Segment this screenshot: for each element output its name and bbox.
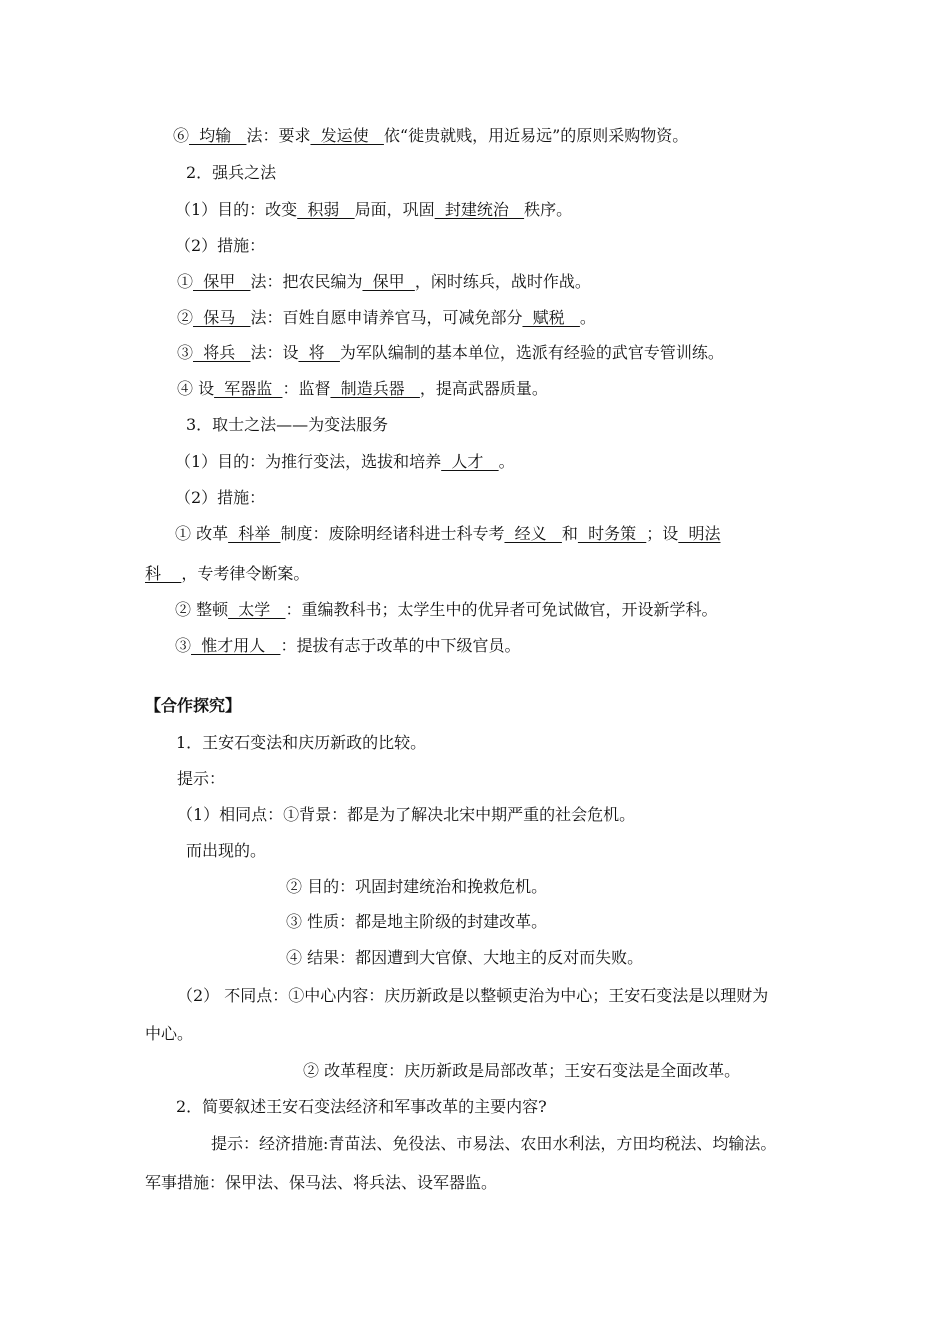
line-measures: （2）措施： [175,236,266,255]
line-text: 法：把农民编为 [250,272,363,291]
blank-answer: 军器监 [214,379,283,398]
blank-answer: 将 [298,343,340,362]
line-text: 局面，巩固 [354,200,435,219]
line-text: 秩序。 [524,200,573,219]
blank-answer: 科举 [228,524,281,543]
item-number: ① [177,272,194,291]
blank-answer: 惟才用人 [191,636,281,655]
difference-degree: ② 改革程度：庆历新政是局部改革；王安石变法是全面改革。 [303,1061,741,1080]
line-text: 为军队编制的基本单位，选派有经验的武官专管训练。 [339,343,724,362]
line-text: 。 [579,308,596,327]
line-jiangbing [177,343,724,363]
line-keju-cont [145,564,309,584]
line-text: 法：百姓自愿申请养官马，可减免部分 [250,308,523,327]
section-heading-qiangbing: 2．强兵之法 [186,163,277,182]
line-text: 法：要求 [246,126,311,145]
blank-answer: 保马 [193,308,251,327]
line-weicai [175,636,520,656]
similarity-nature: ③ 性质：都是地主阶级的封建改革。 [286,912,548,931]
similarity-background-cont: 而出现的。 [186,841,267,860]
question-1: 1．王安石变法和庆历新政的比较。 [176,733,427,752]
blank-answer: 人才 [441,452,499,471]
item-number: ⑥ [173,126,190,145]
line-junshu [173,126,688,146]
answer-economic: 提示：经济措施:青苗法、免役法、市易法、农田水利法，方田均税法、均输法。 [211,1134,777,1153]
line-purpose-2 [175,452,515,472]
line-text: ，提高武器质量。 [419,379,548,398]
line-purpose [175,200,572,220]
line-measures-2: （2）措施： [175,488,266,507]
item-number: ④ 设 [177,379,215,398]
blank-answer: 时务策 [577,524,647,543]
line-text: （1）目的：为推行变法，选拔和培养 [175,452,442,471]
line-text: ，专考律令断案。 [181,564,310,583]
line-text: ，闲时练兵，战时作战。 [414,272,591,291]
item-number: ③ [177,343,194,362]
line-text: 和 [561,524,578,543]
line-text: ；设 [646,524,679,543]
blank-answer: 均输 [189,126,247,145]
blank-answer: 将兵 [193,343,251,362]
item-number: ① 改革 [175,524,229,543]
blank-answer: 保甲 [362,272,415,291]
line-text: ：提拔有志于改革的中下级官员。 [280,636,521,655]
blank-answer: 制造兵器 [330,379,420,398]
line-taixue [175,600,718,620]
similarity-background: （1）相同点：①背景：都是为了解决北宋中期严重的社会危机。 [177,805,636,824]
item-number: ③ [175,636,192,655]
line-junqijian [177,379,548,399]
line-baoma [177,308,596,328]
item-number: ② [177,308,194,327]
blank-answer: 赋税 [522,308,580,327]
blank-answer: 积弱 [297,200,355,219]
blank-answer: 经义 [504,524,562,543]
difference-content-cont: 中心。 [145,1024,194,1043]
blank-answer: 太学 [228,600,286,619]
line-text: 。 [498,452,515,471]
blank-answer: 科 [145,564,182,583]
similarity-purpose: ② 目的：巩固封建统治和挽救危机。 [286,877,548,896]
line-baojia [177,272,591,292]
blank-answer: 明法 [678,524,721,543]
line-keju [175,524,720,544]
blank-answer: 发运使 [310,126,384,145]
line-text: 制度：废除明经诸科进士科专考 [280,524,505,543]
similarity-result: ④ 结果：都因遭到大官僚、大地主的反对而失败。 [286,948,644,967]
line-text: ：监督 [282,379,331,398]
line-text: （1）目的：改变 [175,200,298,219]
difference-content: （2） 不同点：①中心内容：庆历新政是以整顿吏治为中心；王安石变法是以理财为 [177,986,769,1005]
question-2: 2．简要叙述王安石变法经济和军事改革的主要内容? [176,1097,547,1116]
blank-answer: 保甲 [193,272,251,291]
section-heading-qushi: 3．取士之法——为变法服务 [186,415,389,434]
line-text: 依“徙贵就贱，用近易远”的原则采购物资。 [383,126,689,145]
answer-military: 军事措施：保甲法、保马法、将兵法、设军器监。 [145,1173,498,1192]
line-text: ：重编教科书；太学生中的优异者可免试做官，开设新学科。 [285,600,718,619]
blank-answer: 封建统治 [434,200,525,219]
line-text: 法：设 [250,343,299,362]
hint-label: 提示： [177,769,226,788]
item-number: ② 整顿 [175,600,229,619]
section-heading-hezuo: 【合作探究】 [145,696,242,715]
